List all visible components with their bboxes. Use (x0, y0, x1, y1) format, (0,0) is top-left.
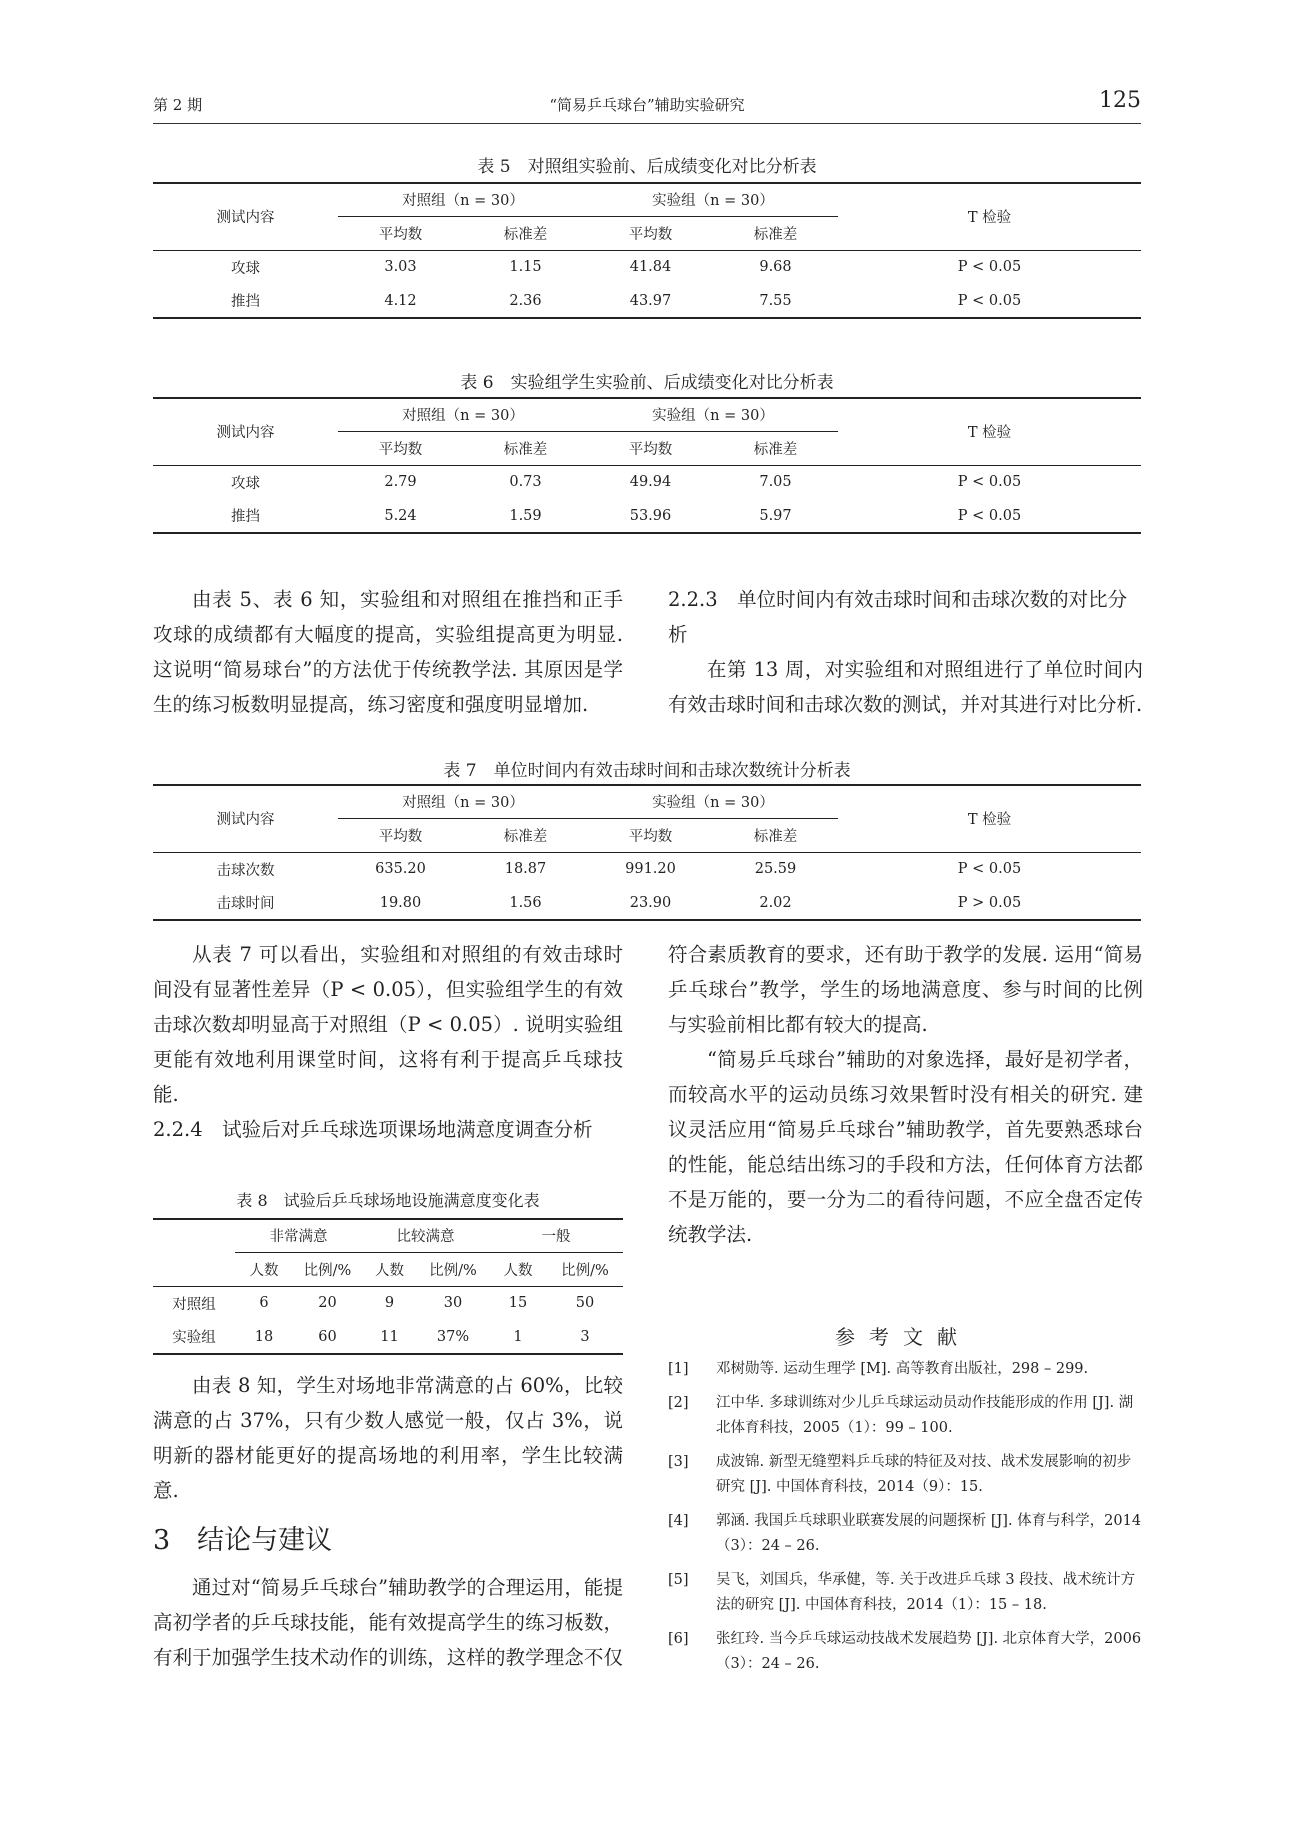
table-cell: P < 0.05 (838, 465, 1141, 499)
table-cell: 3 (547, 1320, 623, 1354)
table-cell: 9 (362, 1286, 417, 1320)
reference-text: 邓树勋等. 运动生理学 [M]. 高等教育出版社，298 – 299. (716, 1361, 1089, 1377)
table6 (153, 397, 1141, 534)
table8-header-fairly-satisfied: 比较满意 (362, 1219, 489, 1252)
table-cell: P < 0.05 (838, 284, 1141, 318)
body-paragraph (153, 1368, 623, 1508)
table-cell: 3.03 (338, 250, 463, 284)
body-paragraph (153, 937, 623, 1112)
table8-header-pct: 比例/% (561, 1262, 609, 1279)
table-cell: 攻球 (153, 250, 338, 284)
table7-caption: 表 7 单位时间内有效击球时间和击球次数统计分析表 (443, 761, 851, 781)
table-cell: 2.36 (463, 284, 588, 318)
table6-header-sd: 标准差 (753, 441, 798, 458)
table-row (153, 284, 1141, 318)
table7-header-mean: 平均数 (628, 828, 673, 845)
table-cell: 5.24 (338, 499, 463, 533)
table6-caption: 表 6 实验组学生实验前、后成绩变化对比分析表 (460, 373, 834, 393)
reference-text: 郭涵. 我国乒乓球职业联赛发展的问题探析 [J]. 体育与科学，2014（3）：24 – 26. (716, 1513, 1142, 1554)
table-cell: 击球时间 (153, 886, 338, 920)
reference-item (668, 1391, 1143, 1441)
subsection-heading-2-2-4: 2.2.4 试验后对乒乓球选项课场地满意度调查分析 (153, 1118, 593, 1141)
table-cell: 击球次数 (153, 852, 338, 886)
table-cell: 49.94 (588, 465, 713, 499)
paragraph-text: 在第 13 周，对实验组和对照组进行了单位时间内有效击球时间和击球次数的测试，并对其进行对比分析. (668, 658, 1143, 716)
reference-list (668, 1357, 1143, 1686)
table-row (153, 499, 1141, 533)
table-cell: 0.73 (463, 465, 588, 499)
reference-number: [6] (668, 1631, 689, 1647)
table-cell: 23.90 (588, 886, 713, 920)
table-cell: 2.79 (338, 465, 463, 499)
table8 (153, 1218, 623, 1355)
table-cell: 991.20 (588, 852, 713, 886)
table6-header-item: 测试内容 (153, 398, 338, 465)
section-heading-3: 3 结论与建议 (153, 1525, 333, 1556)
table5-header-mean: 平均数 (628, 226, 673, 243)
reference-number: [1] (668, 1361, 689, 1377)
reference-item (668, 1357, 1143, 1382)
table-cell: 50 (547, 1286, 623, 1320)
body-paragraph-right-continued (668, 937, 1143, 1042)
reference-text: 吴飞，刘国兵，华承健，等. 关于改进乒乓球 3 段技、战术统计方法的研究 [J]. 中国体育科技，2014（1）：15 – 18. (716, 1572, 1136, 1613)
table-cell: 30 (417, 1286, 489, 1320)
table7-header-item: 测试内容 (153, 785, 338, 852)
table6-header-group1: 对照组（n = 30） (338, 398, 588, 431)
table8-header-count: 人数 (503, 1262, 533, 1279)
issue-label: 第 2 期 (153, 96, 203, 114)
table-row (153, 465, 1141, 499)
body-paragraph (153, 582, 623, 722)
table8-header-pct: 比例/% (429, 1262, 477, 1279)
table-cell: P < 0.05 (838, 250, 1141, 284)
table-cell: 7.05 (713, 465, 838, 499)
paragraph-text: 由表 8 知，学生对场地非常满意的占 60%，比较满意的占 37%，只有少数人感觉一般，仅占 3%，说明新的器材能更好的提高场地的利用率，学生比较满意. (153, 1374, 623, 1502)
table-cell: 推挡 (153, 499, 338, 533)
subsection-heading-2-2-3: 2.2.3 单位时间内有效击球时间和击球次数的对比分析 (668, 588, 1128, 646)
reference-text: 张红玲. 当今乒乓球运动技战术发展趋势 [J]. 北京体育大学，2006（3）：24 – 26. (716, 1631, 1142, 1672)
table-cell: 9.68 (713, 250, 838, 284)
running-head (153, 90, 1141, 124)
table-cell: 41.84 (588, 250, 713, 284)
table-cell: 43.97 (588, 284, 713, 318)
page-number: 125 (1099, 88, 1141, 113)
table-cell: P < 0.05 (838, 499, 1141, 533)
table5-header-sd: 标准差 (753, 226, 798, 243)
table8-header-count: 人数 (249, 1262, 279, 1279)
body-paragraph-left (153, 1570, 623, 1675)
table5-header-ttest: T 检验 (838, 183, 1141, 250)
table-cell: 20 (293, 1286, 362, 1320)
table8-header-average: 一般 (489, 1219, 623, 1252)
table-cell: 11 (362, 1320, 417, 1354)
reference-text: 江中华. 多球训练对少儿乒乓球运动员动作技能形成的作用 [J]. 湖北体育科技，2005（1）：99 – 100. (716, 1395, 1134, 1436)
table5-header-group1: 对照组（n = 30） (338, 183, 588, 216)
table7 (153, 784, 1141, 921)
body-paragraph (668, 652, 1143, 722)
table7-header-mean: 平均数 (378, 828, 423, 845)
table6-header-mean: 平均数 (378, 441, 423, 458)
table-cell: 1.56 (463, 886, 588, 920)
table-cell: 18 (235, 1320, 293, 1354)
reference-item (668, 1568, 1143, 1618)
table-row (153, 250, 1141, 284)
table-cell: 对照组 (153, 1286, 235, 1320)
table-cell: P > 0.05 (838, 886, 1141, 920)
table8-header-pct: 比例/% (303, 1262, 352, 1279)
reference-item (668, 1509, 1143, 1559)
reference-text: 成波锦. 新型无缝塑料乒乓球的特征及对技、战术发展影响的初步研究 [J]. 中国体育科技，2014（9）：15. (716, 1454, 1132, 1495)
paragraph-text: 由表 5、表 6 知，实验组和对照组在推挡和正手攻球的成绩都有大幅度的提高，实验组提高更为明显. 这说明“简易球台”的方法优于传统教学法. 其原因是学生的练习板数明显提高，练习密度和强度明显增加. (153, 588, 623, 716)
journal-title: “简易乒乓球台”辅助实验研究 (549, 96, 745, 114)
table-cell: 1.59 (463, 499, 588, 533)
table-cell: 攻球 (153, 465, 338, 499)
table-cell: 15 (489, 1286, 547, 1320)
reference-item (668, 1627, 1143, 1677)
table-cell: 19.80 (338, 886, 463, 920)
table-row (153, 852, 1141, 886)
table-cell: 6 (235, 1286, 293, 1320)
table-cell: P < 0.05 (838, 852, 1141, 886)
table5-header-mean: 平均数 (378, 226, 423, 243)
table8-header-blank (153, 1252, 235, 1286)
table-cell: 60 (293, 1320, 362, 1354)
table-row (153, 886, 1141, 920)
reference-number: [5] (668, 1572, 689, 1588)
table-cell: 25.59 (713, 852, 838, 886)
table6-header-sd: 标准差 (503, 441, 548, 458)
table-cell: 18.87 (463, 852, 588, 886)
table6-header-mean: 平均数 (628, 441, 673, 458)
table8-header-corner (153, 1219, 235, 1252)
table-row (153, 1320, 623, 1354)
reference-number: [2] (668, 1395, 689, 1411)
table-cell: 实验组 (153, 1320, 235, 1354)
table5-caption: 表 5 对照组实验前、后成绩变化对比分析表 (477, 157, 817, 177)
table-cell: 53.96 (588, 499, 713, 533)
reference-number: [3] (668, 1454, 689, 1470)
table8-header-count: 人数 (375, 1262, 404, 1279)
table7-header-group1: 对照组（n = 30） (338, 785, 588, 818)
table7-header-sd: 标准差 (503, 828, 548, 845)
table8-header-very-satisfied: 非常满意 (235, 1219, 362, 1252)
table-cell: 37% (417, 1320, 489, 1354)
paragraph-text: 通过对“简易乒乓球台”辅助教学的合理运用，能提高初学者的乒乓球技能，能有效提高学生的练习板数，有利于加强学生技术动作的训练，这样的教学理念不仅 (153, 1576, 623, 1669)
table-cell: 1 (489, 1320, 547, 1354)
table-cell: 推挡 (153, 284, 338, 318)
table-cell: 1.15 (463, 250, 588, 284)
paragraph-text: “简易乒乓球台”辅助的对象选择，最好是初学者，而较高水平的运动员练习效果暂时没有相关的研究. 建议灵活应用“简易乒乓球台”辅助教学，首先要熟悉球台的性能，能总结出练习的手段和方法，任何体育方法都不是万能的，要一分为二的看待问题，不应全盘否定传统教学法. (668, 1048, 1143, 1246)
table6-header-ttest: T 检验 (838, 398, 1141, 465)
table5-header-sd: 标准差 (503, 226, 548, 243)
table7-header-sd: 标准差 (753, 828, 798, 845)
references-title: 参考文献 (835, 1325, 971, 1349)
table-row (153, 1286, 623, 1320)
table-cell: 4.12 (338, 284, 463, 318)
reference-number: [4] (668, 1513, 689, 1529)
body-paragraph (668, 1042, 1143, 1252)
table-cell: 7.55 (713, 284, 838, 318)
table7-header-group2: 实验组（n = 30） (588, 785, 838, 818)
table5 (153, 182, 1141, 319)
table-cell: 5.97 (713, 499, 838, 533)
table6-header-group2: 实验组（n = 30） (588, 398, 838, 431)
paragraph-text: 从表 7 可以看出，实验组和对照组的有效击球时间没有显著性差异（P < 0.05），但实验组学生的有效击球次数却明显高于对照组（P < 0.05）. 说明实验组更能有效地利用课堂时间，这将有利于提高乒乓球技能. (153, 943, 623, 1106)
table5-header-group2: 实验组（n = 30） (588, 183, 838, 216)
table8-caption: 表 8 试验后乒乓球场地设施满意度变化表 (236, 1191, 540, 1210)
paragraph-text-continued: 符合素质教育的要求，还有助于教学的发展. 运用“简易乒乓球台”教学，学生的场地满意度、参与时间的比例与实验前相比都有较大的提高. (668, 943, 1143, 1036)
reference-item (668, 1450, 1143, 1500)
table-cell: 635.20 (338, 852, 463, 886)
table7-header-ttest: T 检验 (838, 785, 1141, 852)
table5-header-item: 测试内容 (153, 183, 338, 250)
table-cell: 2.02 (713, 886, 838, 920)
